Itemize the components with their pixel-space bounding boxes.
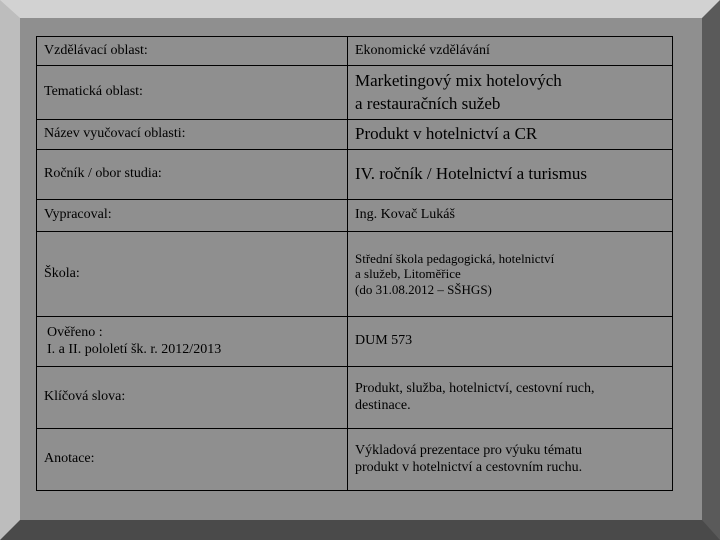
row-label-annotation: Anotace: — [37, 429, 348, 491]
row-value-author: Ing. Kovač Lukáš — [348, 200, 673, 232]
row-value-keywords: Produkt, služba, hotelnictví, cestovní ruch, destinace. — [348, 367, 673, 429]
row-label-topic: Tematická oblast: — [37, 66, 348, 120]
table-row — [37, 150, 673, 200]
row-label-subject: Název vyučovací oblasti: — [37, 120, 348, 150]
row-label-grade: Ročník / obor studia: — [37, 150, 348, 200]
row-value-grade: IV. ročník / Hotelnictví a turismus — [348, 150, 673, 200]
row-label-verified: Ověřeno : I. a II. pololetí šk. r. 2012/2013 — [37, 317, 348, 367]
row-label-school: Škola: — [37, 232, 348, 317]
table-row — [37, 200, 673, 232]
row-label-author: Vypracoval: — [37, 200, 348, 232]
row-value-topic: Marketingový mix hotelových a restauračních sužeb — [348, 66, 673, 120]
table-row — [37, 37, 673, 66]
row-label-area: Vzdělávací oblast: — [37, 37, 348, 66]
table-row — [37, 429, 673, 491]
table-row — [37, 66, 673, 120]
table-row — [37, 232, 673, 317]
row-value-dum: DUM 573 — [348, 317, 673, 367]
row-value-school: Střední škola pedagogická, hotelnictví a služeb, Litoměřice (do 31.08.2012 – SŠHGS) — [348, 232, 673, 317]
row-value-area: Ekonomické vzdělávání — [348, 37, 673, 66]
row-label-keywords: Klíčová slova: — [37, 367, 348, 429]
row-value-annotation: Výkladová prezentace pro výuku tématu produkt v hotelnictví a cestovním ruchu. — [348, 429, 673, 491]
table-row — [37, 120, 673, 150]
table-row — [37, 317, 673, 367]
row-value-subject: Produkt v hotelnictví a CR — [348, 120, 673, 150]
metadata-table — [36, 36, 673, 491]
table-row — [37, 367, 673, 429]
